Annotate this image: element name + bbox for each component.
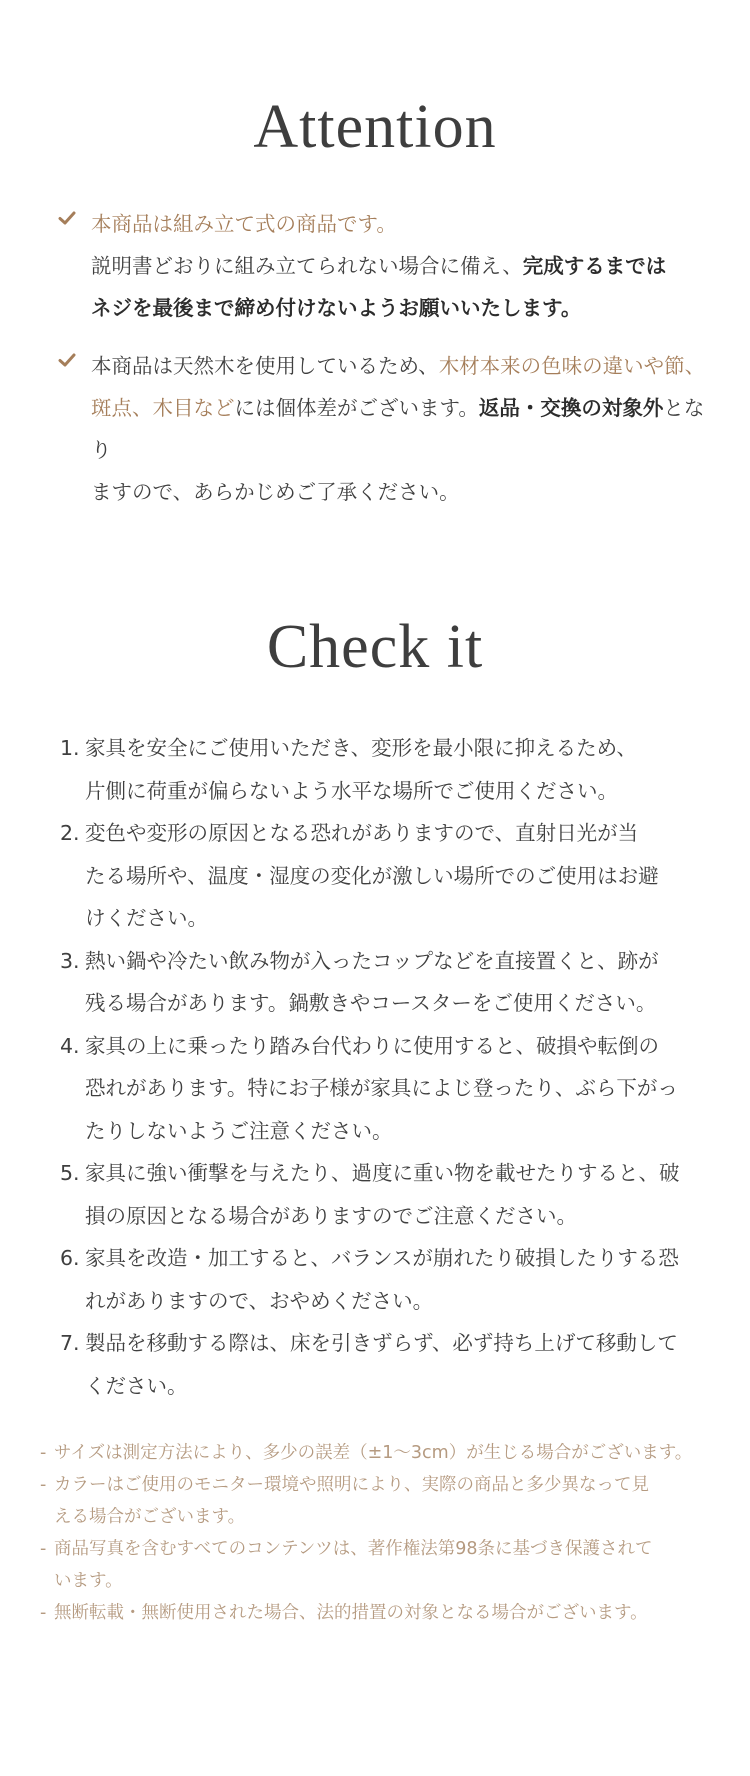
check-item-number: 6. bbox=[60, 1246, 80, 1270]
check-item-line: ください。 bbox=[85, 1373, 188, 1398]
highlight-text: 本商品は組み立て式の商品です。 bbox=[91, 212, 397, 236]
check-icon bbox=[58, 351, 76, 369]
note-item bbox=[40, 1533, 730, 1597]
text-segment: 本商品は天然木を使用しているため、 bbox=[91, 354, 439, 378]
text-segment: となり bbox=[91, 396, 705, 462]
bold-text: 完成するまでは bbox=[522, 254, 667, 278]
note-item bbox=[40, 1437, 730, 1469]
check-item-line: けください。 bbox=[85, 906, 208, 930]
check-item-line: たりしないようご注意ください。 bbox=[85, 1118, 393, 1143]
check-icon bbox=[58, 209, 76, 227]
attention-item-text bbox=[91, 345, 718, 513]
note-line: サイズは測定方法により、多少の誤差（±1〜3cm）が生じる場合がございます。 bbox=[54, 1443, 693, 1463]
note-item bbox=[40, 1469, 730, 1533]
check-item-line: 片側に荷重が偏らないよう水平な場所でご使用ください。 bbox=[85, 778, 618, 803]
bold-text: ネジを最後まで締め付けないようお願いいたします。 bbox=[91, 296, 582, 320]
check-item-line: 恐れがあります。特にお子様が家具によじ登ったり、ぶら下がっ bbox=[85, 1076, 678, 1100]
note-dash: - bbox=[40, 1443, 47, 1463]
check-item bbox=[60, 812, 720, 940]
note-line: カラーはご使用のモニター環境や照明により、実際の商品と多少異なって見 bbox=[54, 1475, 649, 1495]
check-it-title: Check it bbox=[266, 613, 484, 681]
highlight-text: 斑点、木目など bbox=[91, 396, 235, 420]
text-segment: 説明書どおりに組み立てられない場合に備え、 bbox=[91, 254, 523, 278]
check-item-line: 家具を改造・加工すると、バランスが崩れたり破損したりする恐 bbox=[85, 1246, 679, 1270]
attention-item bbox=[58, 203, 718, 329]
check-item-number: 5. bbox=[60, 1161, 80, 1185]
check-item-line: れがありますので、おやめください。 bbox=[85, 1288, 434, 1313]
check-item-line: 家具に強い衝撃を与えたり、過度に重い物を載せたりすると、破 bbox=[85, 1161, 680, 1185]
check-item-number: 2. bbox=[60, 821, 80, 845]
check-item-line: たる場所や、温度・湿度の変化が激しい場所でのご使用はお避 bbox=[85, 863, 659, 888]
check-item-line: 変色や変形の原因となる恐れがありますので、直射日光が当 bbox=[85, 821, 639, 845]
attention-title: Attention bbox=[253, 93, 497, 161]
attention-item-text bbox=[91, 203, 718, 329]
check-item-number: 1. bbox=[60, 736, 80, 760]
check-item-line: 製品を移動する際は、床を引きずらず、必ず持ち上げて移動して bbox=[85, 1331, 678, 1355]
note-dash: - bbox=[40, 1539, 47, 1559]
attention-line bbox=[91, 203, 718, 245]
notes-list bbox=[40, 1437, 730, 1629]
check-item-line: 家具の上に乗ったり踏み台代わりに使用すると、破損や転倒の bbox=[85, 1033, 659, 1058]
check-item-line: 家具を安全にご使用いただき、変形を最小限に抑えるため、 bbox=[85, 736, 637, 760]
check-item bbox=[60, 1025, 720, 1153]
note-line: える場合がございます。 bbox=[54, 1507, 246, 1527]
check-item-number: 7. bbox=[60, 1331, 80, 1355]
check-item bbox=[60, 1237, 720, 1322]
text-segment: ますので、あらかじめご了承ください。 bbox=[91, 480, 460, 504]
attention-line bbox=[91, 387, 718, 471]
attention-item bbox=[58, 345, 718, 513]
check-item-line: 損の原因となる場合がありますのでご注意ください。 bbox=[85, 1203, 577, 1228]
check-item-number: 4. bbox=[60, 1033, 80, 1058]
note-line: 無断転載・無断使用された場合、法的措置の対象となる場合がございます。 bbox=[54, 1603, 648, 1623]
note-line: 商品写真を含むすべてのコンテンツは、著作権法第98条に基づき保護されて bbox=[54, 1539, 653, 1559]
check-item bbox=[60, 1152, 720, 1237]
check-list bbox=[60, 727, 720, 1407]
bold-text: 返品・交換の対象外 bbox=[478, 396, 664, 420]
check-item-line: 残る場合があります。鍋敷きやコースターをご使用ください。 bbox=[85, 991, 657, 1015]
check-item-number: 3. bbox=[60, 948, 80, 973]
attention-line bbox=[91, 471, 718, 513]
note-dash: - bbox=[40, 1603, 47, 1623]
text-segment: には個体差がございます。 bbox=[234, 396, 479, 420]
note-dash: - bbox=[40, 1475, 47, 1495]
check-item bbox=[60, 727, 720, 812]
check-item-line: 熱い鍋や冷たい飲み物が入ったコップなどを直接置くと、跡が bbox=[85, 948, 659, 973]
check-item bbox=[60, 1322, 720, 1407]
attention-line bbox=[91, 287, 718, 329]
note-line: います。 bbox=[54, 1571, 123, 1591]
note-item bbox=[40, 1597, 730, 1629]
attention-line bbox=[91, 245, 718, 287]
check-item bbox=[60, 940, 720, 1025]
highlight-text: 木材本来の色味の違いや節、 bbox=[438, 354, 706, 378]
attention-line bbox=[91, 345, 718, 387]
